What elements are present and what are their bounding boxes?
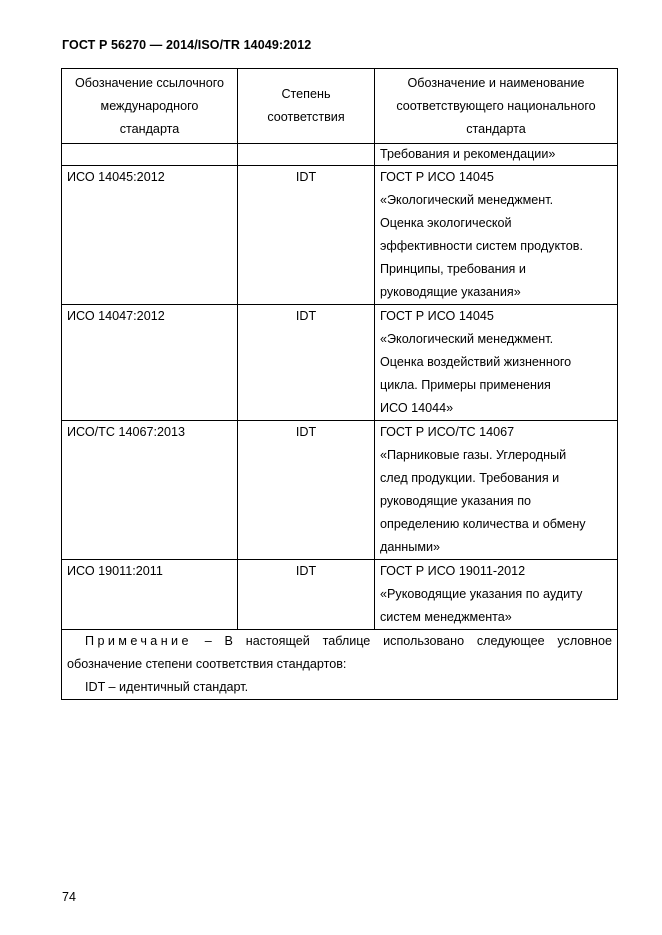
national-line: «Парниковые газы. Углеродный bbox=[380, 448, 567, 462]
table-row bbox=[62, 305, 618, 421]
header-line: стандарта bbox=[119, 121, 180, 136]
reference-standard-cell: ИСО 19011:2011 bbox=[62, 560, 238, 630]
note-text-line2: обозначение степени соответствия стандартов: bbox=[67, 657, 347, 671]
degree-cell: IDT bbox=[238, 421, 375, 560]
degree-cell: IDT bbox=[238, 305, 375, 421]
national-line: след продукции. Требования и bbox=[380, 471, 560, 485]
national-line: «Экологический менеджмент. bbox=[380, 193, 554, 207]
header-line: стандарта bbox=[466, 121, 526, 136]
header-line: международного bbox=[100, 98, 199, 113]
header-line: соответствия bbox=[267, 110, 345, 124]
note-label: Примечание bbox=[85, 634, 192, 648]
table-note bbox=[62, 630, 618, 700]
header-reference-standard bbox=[62, 69, 238, 144]
note-first-line bbox=[67, 630, 612, 653]
standards-correspondence-table bbox=[61, 68, 618, 700]
national-standard-cell bbox=[375, 166, 618, 305]
national-standard-cell bbox=[375, 560, 618, 630]
document-header: ГОСТ Р 56270 — 2014/ISO/TR 14049:2012 bbox=[62, 38, 312, 52]
reference-standard-cell: ИСО/ТС 14067:2013 bbox=[62, 421, 238, 560]
table-header-row bbox=[62, 69, 618, 144]
header-line: соответствующего национального bbox=[396, 98, 596, 113]
national-line: систем менеджмента» bbox=[380, 610, 512, 624]
national-line: руководящие указания по bbox=[380, 494, 532, 508]
table-row-continuation bbox=[62, 144, 618, 166]
note-text-line1: – В настоящей таблице использовано следующее условное bbox=[204, 634, 613, 648]
national-standard-cell bbox=[375, 421, 618, 560]
national-line: ГОСТ Р ИСО/ТС 14067 bbox=[380, 425, 515, 439]
national-line: ГОСТ Р ИСО 19011-2012 bbox=[380, 564, 526, 578]
header-degree bbox=[238, 69, 375, 144]
degree-cell: IDT bbox=[238, 560, 375, 630]
header-line: Обозначение и наименование bbox=[407, 75, 585, 90]
header-line: Степень bbox=[281, 87, 331, 101]
note-text-line3: IDT – идентичный стандарт. bbox=[85, 680, 249, 694]
table-row bbox=[62, 166, 618, 305]
table-row bbox=[62, 421, 618, 560]
national-line: ГОСТ Р ИСО 14045 bbox=[380, 170, 494, 184]
continuation-cell: Требования и рекомендации» bbox=[375, 144, 618, 166]
national-line: определению количества и обмену bbox=[380, 517, 586, 531]
table-row bbox=[62, 560, 618, 630]
national-line: «Руководящие указания по аудиту bbox=[380, 587, 583, 601]
national-line: ГОСТ Р ИСО 14045 bbox=[380, 309, 494, 323]
national-line: Принципы, требования и bbox=[380, 262, 526, 276]
reference-standard-cell: ИСО 14045:2012 bbox=[62, 166, 238, 305]
national-line: руководящие указания» bbox=[380, 285, 521, 299]
national-line: Оценка экологической bbox=[380, 216, 512, 230]
national-line: цикла. Примеры применения bbox=[380, 378, 551, 392]
header-national-standard bbox=[375, 69, 618, 144]
empty-cell bbox=[238, 144, 375, 166]
national-line: данными» bbox=[380, 540, 441, 554]
reference-standard-cell: ИСО 14047:2012 bbox=[62, 305, 238, 421]
header-line: Обозначение ссылочного bbox=[74, 75, 225, 90]
table-note-row bbox=[62, 630, 618, 700]
degree-cell: IDT bbox=[238, 166, 375, 305]
national-line: «Экологический менеджмент. bbox=[380, 332, 554, 346]
national-line: ИСО 14044» bbox=[380, 401, 454, 415]
national-line: Оценка воздействий жизненного bbox=[380, 355, 572, 369]
page-number: 74 bbox=[62, 890, 76, 904]
empty-cell bbox=[62, 144, 238, 166]
national-standard-cell bbox=[375, 305, 618, 421]
national-line: эффективности систем продуктов. bbox=[380, 239, 583, 253]
